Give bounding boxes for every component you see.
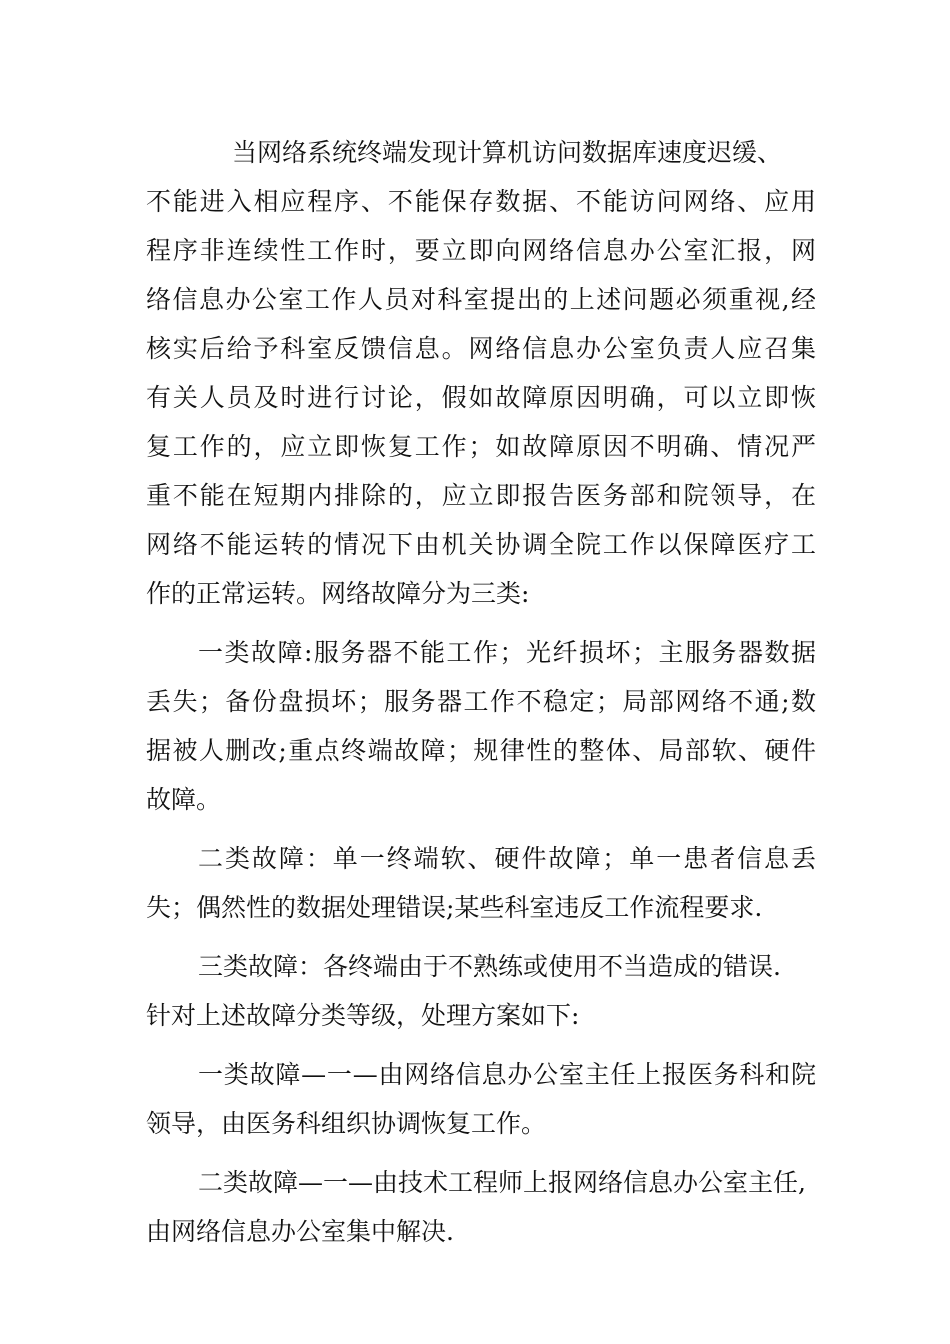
paragraph-spacer	[146, 1040, 816, 1050]
paragraph-intro-line: 重不能在短期内排除的，应立即报告医务部和院领导，在	[146, 481, 816, 510]
class-one-fault-line: 据被人删改;重点终端故障；规律性的整体、局部软、硬件	[146, 736, 816, 765]
paragraph-spacer	[146, 932, 816, 942]
class-one-handling-line: 一类故障—一—由网络信息办公室主任上报医务科和院	[198, 1060, 816, 1089]
class-one-fault-line: 一类故障:服务器不能工作；光纤损坏；主服务器数据	[198, 638, 816, 667]
paragraph-intro-line: 当网络系统终端发现计算机访问数据库速度迟缓、	[232, 138, 783, 167]
class-one-handling-line: 领导，由医务科组织协调恢复工作。	[146, 1109, 547, 1138]
paragraph-intro-line: 络信息办公室工作人员对科室提出的上述问题必须重视,经	[146, 285, 816, 314]
paragraph-intro-line: 程序非连续性工作时，要立即向网络信息办公室汇报，网	[146, 236, 816, 265]
class-one-fault-line: 丢失；备份盘损坏；服务器工作不稳定；局部网络不通;数	[146, 687, 816, 716]
class-one-fault-line: 故障。	[146, 785, 222, 814]
paragraph-intro-line: 不能进入相应程序、不能保存数据、不能访问网络、应用	[146, 187, 816, 216]
paragraph-spacer	[146, 1148, 816, 1158]
paragraph-spacer	[146, 618, 816, 628]
paragraph-intro-line: 作的正常运转。网络故障分为三类:	[146, 579, 530, 608]
class-two-fault-line: 失；偶然性的数据处理错误;某些科室违反工作流程要求.	[146, 893, 763, 922]
class-three-fault-line: 三类故障：各终端由于不熟练或使用不当造成的错误.	[198, 952, 781, 981]
paragraph-intro-line: 复工作的，应立即恢复工作；如故障原因不明确、情况严	[146, 432, 816, 461]
class-two-fault-line: 二类故障：单一终端软、硬件故障；单一患者信息丢	[198, 844, 816, 873]
paragraph-spacer	[146, 824, 816, 834]
handling-plan-intro-line: 针对上述故障分类等级，处理方案如下:	[146, 1001, 580, 1030]
class-two-handling-line: 由网络信息办公室集中解决.	[146, 1217, 454, 1246]
class-two-handling-line: 二类故障—一—由技术工程师上报网络信息办公室主任,	[198, 1168, 806, 1197]
paragraph-intro-line: 核实后给予科室反馈信息。网络信息办公室负责人应召集	[146, 334, 816, 363]
document-body	[146, 128, 816, 1256]
paragraph-intro-line: 有关人员及时进行讨论，假如故障原因明确，可以立即恢	[146, 383, 816, 412]
paragraph-intro-line: 网络不能运转的情况下由机关协调全院工作以保障医疗工	[146, 530, 816, 559]
